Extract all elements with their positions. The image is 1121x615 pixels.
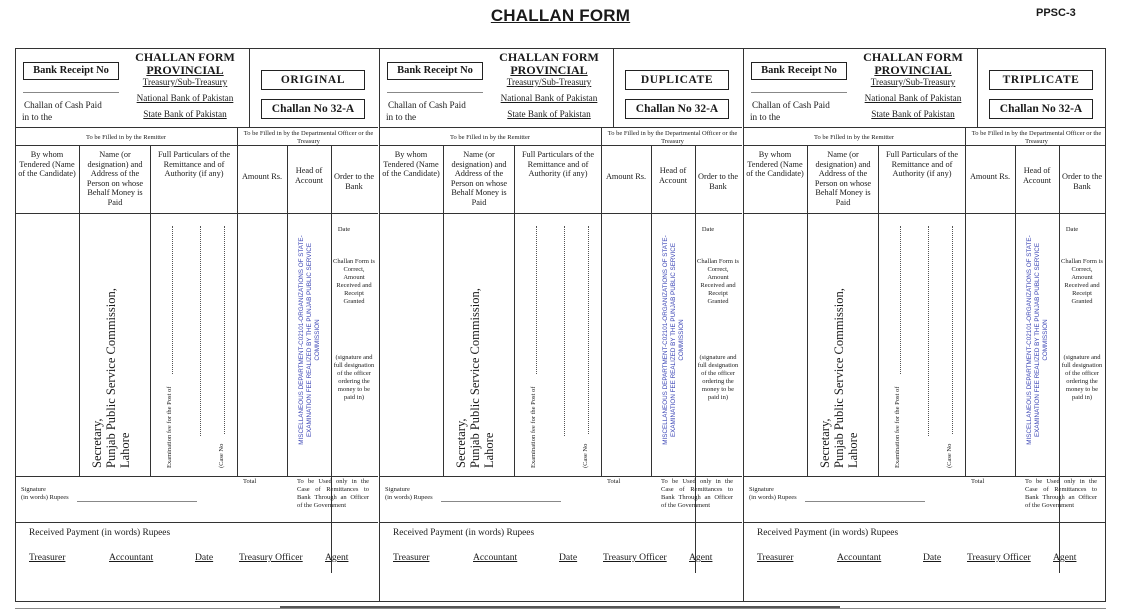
signature-label: Signature	[385, 486, 410, 493]
sbp-label: State Bank of Pakistan	[507, 109, 591, 119]
challan-correct-note: Challan Form is Correct, Amount Received and Receipt Granted	[1061, 258, 1103, 305]
date-label: Date	[337, 226, 351, 233]
headings-rule	[379, 145, 742, 146]
headings-rule	[15, 145, 378, 146]
col-particulars: Full Particulars of the Remittance and of Authority (if any)	[885, 150, 959, 179]
dept-line-1: MISCELLANEOUS DEPARTMENT-C02101-ORGANIZATIONS OF STATE-	[1026, 235, 1033, 445]
dept-line-2: EXAMINATION FEE REALIZED BY THE PUNJAB PUBLIC SERVICE	[1034, 242, 1041, 438]
treasury-label: Treasury/Sub-Treasury	[506, 77, 592, 87]
summary-bottom-rule	[743, 522, 1106, 523]
in-words-line	[805, 501, 925, 502]
remitter-dept-divider	[237, 127, 238, 476]
case-no-dotted-line-2	[224, 226, 225, 434]
challan-no-box: Challan No 32-A	[989, 99, 1093, 119]
body-bottom-rule	[379, 476, 742, 477]
date-footer-label: Date	[559, 552, 578, 563]
bottom-rule-bold	[280, 606, 840, 608]
secretary-line-1: Secretary,	[818, 418, 832, 468]
col-amount: Amount Rs.	[241, 172, 283, 181]
column-header-rule	[15, 213, 378, 214]
challan-form-heading: CHALLAN FORM	[863, 50, 963, 64]
challan-copy-2	[379, 48, 742, 602]
col-by-whom: By whom Tendered (Name of the Candidate)	[746, 150, 804, 179]
exam-fee-label: Examination fee for the Post of	[530, 386, 537, 468]
dept-line-2: EXAMINATION FEE REALIZED BY THE PUNJAB PUBLIC SERVICE	[670, 242, 677, 438]
copy-label-box: TRIPLICATE	[989, 70, 1093, 90]
nbp-label: National Bank of Pakistan	[500, 93, 598, 103]
challan-correct-note: Challan Form is Correct, Amount Received and Receipt Granted	[333, 258, 375, 305]
case-no-dotted-line-2	[952, 226, 953, 434]
remitter-heading: To be Filled in by the Remitter	[449, 134, 531, 141]
remitter-dept-divider	[965, 127, 966, 476]
challan-form-heading: CHALLAN FORM	[499, 50, 599, 64]
header-bottom-rule	[743, 127, 1106, 128]
exam-fee-dotted-line	[172, 226, 173, 374]
sbp-label: State Bank of Pakistan	[143, 109, 227, 119]
summary-bottom-rule	[15, 522, 378, 523]
col-divider-3	[287, 145, 288, 476]
col-name-address: Name (or designation) and Address of the Person on whose Behalf Money is Paid	[450, 150, 508, 207]
col-order-bank: Order to the Bank	[1061, 172, 1103, 191]
case-no-dotted-line	[564, 226, 565, 436]
col-amount: Amount Rs.	[969, 172, 1011, 181]
dept-heading: To be Filled in by the Departmental Officer or the Treasury	[607, 130, 738, 145]
challan-cash-label-2: in to the	[22, 112, 53, 122]
headings-rule	[743, 145, 1106, 146]
summary-bottom-rule	[379, 522, 742, 523]
remitter-heading: To be Filled in by the Remitter	[85, 134, 167, 141]
exam-fee-dotted-line	[536, 226, 537, 374]
treasury-officer-label: Treasury Officer	[967, 552, 1031, 563]
treasurer-label: Treasurer	[393, 552, 430, 563]
received-payment-label: Received Payment (in words) Rupees	[393, 528, 535, 538]
case-no-dotted-line	[200, 226, 201, 436]
accountant-label: Accountant	[837, 552, 882, 563]
bottom-rule	[15, 608, 1106, 609]
exam-fee-label: Examination fee for the Post of	[894, 386, 901, 468]
col-divider-3	[1015, 145, 1016, 476]
total-label: Total	[607, 478, 621, 485]
copy-separator	[379, 48, 380, 602]
col-name-address: Name (or designation) and Address of the Person on whose Behalf Money is Paid	[86, 150, 144, 207]
dept-line-2: EXAMINATION FEE REALIZED BY THE PUNJAB PUBLIC SERVICE	[306, 242, 313, 438]
copy-label-box: ORIGINAL	[261, 70, 365, 90]
treasury-officer-label: Treasury Officer	[239, 552, 303, 563]
col-divider-2	[878, 145, 879, 476]
dept-heading: To be Filled in by the Departmental Officer or the Treasury	[971, 130, 1102, 145]
secretary-line-2: Punjab Public Service Commission,	[468, 288, 482, 468]
body-bottom-rule	[743, 476, 1106, 477]
date-footer-label: Date	[923, 552, 942, 563]
agent-label: Agent	[1053, 552, 1077, 563]
date-footer-label: Date	[195, 552, 214, 563]
col-by-whom: By whom Tendered (Name of the Candidate)	[18, 150, 76, 179]
date-label: Date	[701, 226, 715, 233]
col-divider-3	[651, 145, 652, 476]
provincial-heading: PROVINCIAL	[510, 63, 588, 77]
col-divider-1	[443, 145, 444, 476]
col-name-address: Name (or designation) and Address of the Person on whose Behalf Money is Paid	[814, 150, 872, 207]
accountant-label: Accountant	[109, 552, 154, 563]
copy-separator	[743, 48, 744, 602]
remitter-dept-divider	[601, 127, 602, 476]
col-amount: Amount Rs.	[605, 172, 647, 181]
govt-use-note: To be Used only in the Case of Remittances to Bank Through an Officer of the Government	[297, 478, 369, 509]
bank-receipt-no-box: Bank Receipt No	[387, 62, 483, 80]
signature-label: Signature	[21, 486, 46, 493]
challan-cash-label-1: Challan of Cash Paid	[752, 100, 830, 110]
header-bottom-rule	[15, 127, 378, 128]
case-no-label: (Case No	[218, 443, 225, 468]
case-no-label: (Case No	[582, 443, 589, 468]
copy-label-box: DUPLICATE	[625, 70, 729, 90]
dept-line-3: COMMISSION	[1042, 319, 1049, 361]
secretary-line-2: Punjab Public Service Commission,	[104, 288, 118, 468]
challan-copy-3	[743, 48, 1106, 602]
col-divider-1	[79, 145, 80, 476]
secretary-line-3: Lahore	[118, 432, 132, 468]
dept-line-1: MISCELLANEOUS DEPARTMENT-C02101-ORGANIZATIONS OF STATE-	[662, 235, 669, 445]
secretary-line-1: Secretary,	[454, 418, 468, 468]
secretary-line-1: Secretary,	[90, 418, 104, 468]
column-header-rule	[743, 213, 1106, 214]
signature-officer-note: (signature and full designation of the officer ordering the money to be paid in)	[697, 354, 739, 401]
header-divider	[977, 48, 978, 127]
nbp-label: National Bank of Pakistan	[136, 93, 234, 103]
bank-receipt-no-box: Bank Receipt No	[751, 62, 847, 80]
case-no-dotted-line	[928, 226, 929, 436]
in-words-label: (in words) Rupees	[385, 494, 433, 501]
total-label: Total	[243, 478, 257, 485]
signature-officer-note: (signature and full designation of the officer ordering the money to be paid in)	[1061, 354, 1103, 401]
accountant-label: Accountant	[473, 552, 518, 563]
in-words-label: (in words) Rupees	[21, 494, 69, 501]
challan-no-box: Challan No 32-A	[625, 99, 729, 119]
date-label: Date	[1065, 226, 1079, 233]
challan-cash-label-1: Challan of Cash Paid	[24, 100, 102, 110]
col-divider-2	[150, 145, 151, 476]
column-header-rule	[379, 213, 742, 214]
col-divider-2	[514, 145, 515, 476]
challan-form-heading: CHALLAN FORM	[135, 50, 235, 64]
treasury-label: Treasury/Sub-Treasury	[870, 77, 956, 87]
provincial-heading: PROVINCIAL	[146, 63, 224, 77]
challan-cash-label-2: in to the	[386, 112, 417, 122]
challan-no-box: Challan No 32-A	[261, 99, 365, 119]
in-words-line	[77, 501, 197, 502]
challan-cash-label-2: in to the	[750, 112, 781, 122]
col-particulars: Full Particulars of the Remittance and of Authority (if any)	[521, 150, 595, 179]
secretary-line-3: Lahore	[482, 432, 496, 468]
exam-fee-label: Examination fee for the Post of	[166, 386, 173, 468]
in-words-line	[441, 501, 561, 502]
challan-correct-note: Challan Form is Correct, Amount Received and Receipt Granted	[697, 258, 739, 305]
header-bottom-rule	[379, 127, 742, 128]
col-divider-1	[807, 145, 808, 476]
received-payment-label: Received Payment (in words) Rupees	[29, 528, 171, 538]
treasury-label: Treasury/Sub-Treasury	[142, 77, 228, 87]
dept-line-1: MISCELLANEOUS DEPARTMENT-C02101-ORGANIZATIONS OF STATE-	[298, 235, 305, 445]
dept-heading: To be Filled in by the Departmental Officer or the Treasury	[243, 130, 374, 145]
treasurer-label: Treasurer	[757, 552, 794, 563]
body-bottom-rule	[15, 476, 378, 477]
challan-cash-label-1: Challan of Cash Paid	[388, 100, 466, 110]
nbp-label: National Bank of Pakistan	[864, 93, 962, 103]
provincial-heading: PROVINCIAL	[874, 63, 952, 77]
case-no-dotted-line-2	[588, 226, 589, 434]
form-code: PPSC-3	[1036, 7, 1076, 19]
bank-receipt-no-box: Bank Receipt No	[23, 62, 119, 80]
agent-label: Agent	[325, 552, 349, 563]
secretary-line-3: Lahore	[846, 432, 860, 468]
dept-line-3: COMMISSION	[678, 319, 685, 361]
col-order-bank: Order to the Bank	[697, 172, 739, 191]
col-head-account: Head of Account	[294, 166, 324, 185]
page-title: CHALLAN FORM	[490, 6, 631, 25]
remitter-heading: To be Filled in by the Remitter	[813, 134, 895, 141]
signature-officer-note: (signature and full designation of the officer ordering the money to be paid in)	[333, 354, 375, 401]
case-no-label: (Case No	[946, 443, 953, 468]
govt-use-note: To be Used only in the Case of Remittances to Bank Through an Officer of the Government	[1025, 478, 1097, 509]
received-payment-label: Received Payment (in words) Rupees	[757, 528, 899, 538]
agent-label: Agent	[689, 552, 713, 563]
col-head-account: Head of Account	[658, 166, 688, 185]
col-by-whom: By whom Tendered (Name of the Candidate)	[382, 150, 440, 179]
col-head-account: Head of Account	[1022, 166, 1052, 185]
bank-receipt-line	[387, 92, 483, 93]
col-particulars: Full Particulars of the Remittance and of Authority (if any)	[157, 150, 231, 179]
bank-receipt-line	[751, 92, 847, 93]
col-order-bank: Order to the Bank	[333, 172, 375, 191]
header-divider	[249, 48, 250, 127]
dept-line-3: COMMISSION	[314, 319, 321, 361]
sbp-label: State Bank of Pakistan	[871, 109, 955, 119]
exam-fee-dotted-line	[900, 226, 901, 374]
header-divider	[613, 48, 614, 127]
in-words-label: (in words) Rupees	[749, 494, 797, 501]
bank-receipt-line	[23, 92, 119, 93]
govt-use-note: To be Used only in the Case of Remittances to Bank Through an Officer of the Government	[661, 478, 733, 509]
challan-copy-1	[15, 48, 378, 602]
total-label: Total	[971, 478, 985, 485]
treasurer-label: Treasurer	[29, 552, 66, 563]
signature-label: Signature	[749, 486, 774, 493]
secretary-line-2: Punjab Public Service Commission,	[832, 288, 846, 468]
treasury-officer-label: Treasury Officer	[603, 552, 667, 563]
